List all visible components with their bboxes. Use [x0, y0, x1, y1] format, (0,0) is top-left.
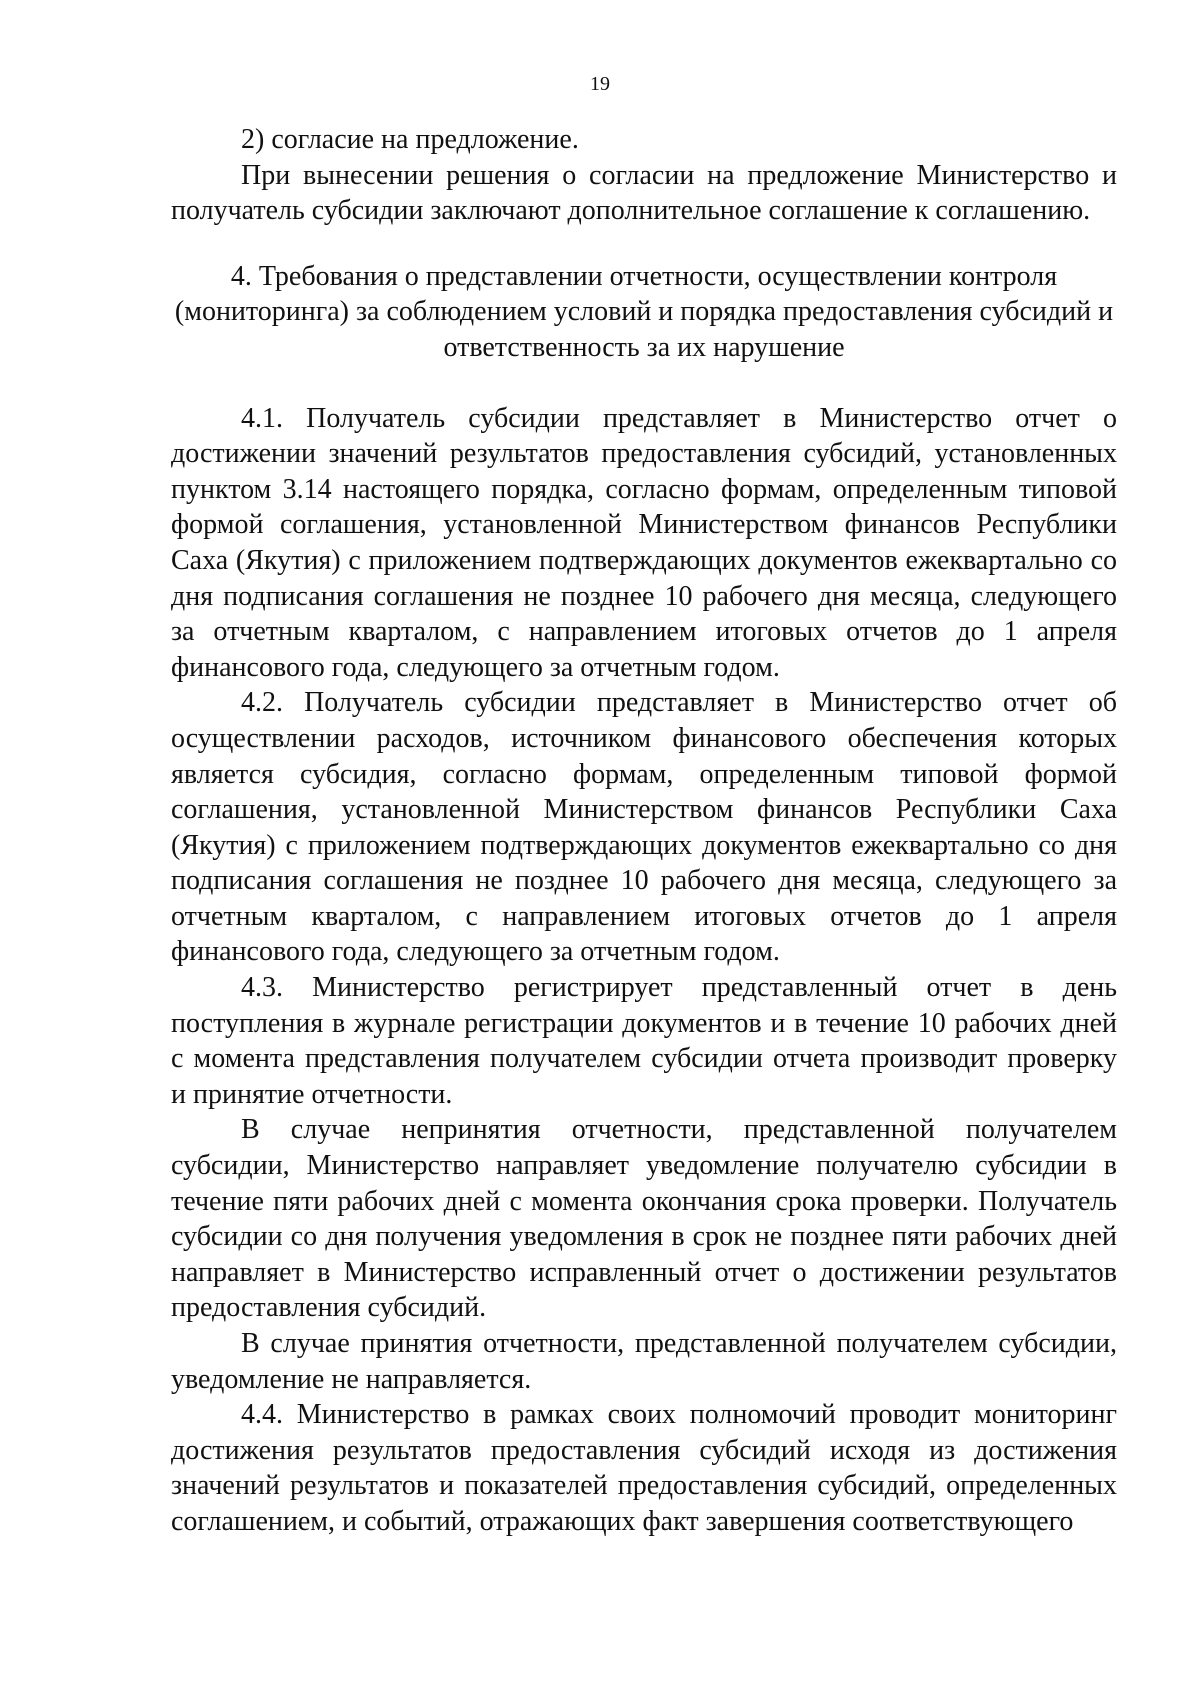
document-body [171, 122, 1117, 1540]
paragraph-4-1: 4.1. Получатель субсидии представляет в Министерство отчет о достижении значений результатов предоставления субсидий, установленных пунктом 3.14 настоящего порядка, согласно формам, определенным типовой формой соглашения, установленной Министерством финансов Республики Саха (Якутия) с приложением подтверждающих документов ежеквартально со дня подписания соглашения не позднее 10 рабочего дня месяца, следующего за отчетным кварталом, с направлением итоговых отчетов до 1 апреля финансового года, следующего за отчетным годом. [171, 402, 1117, 683]
section-heading: 4. Требования о представлении отчетности, осуществлении контроля (мониторинга) за соблюдением условий и порядка предоставления субсидий и ответственность за их нарушение [174, 260, 1114, 363]
paragraph-4-4: 4.4. Министерство в рамках своих полномочий проводит мониторинг достижения результатов предоставления субсидий исходя из достижения значений результатов и показателей предоставления субсидий, определенных соглашением, и событий, отражающих факт завершения соответствующего [171, 1399, 1117, 1537]
paragraph-consent-item: 2) согласие на предложение. [241, 124, 579, 155]
paragraph-4-2: 4.2. Получатель субсидии представляет в Министерство отчет об осуществлении расходов, источником финансового обеспечения которых является субсидия, согласно формам, определенным типовой формой соглашения, установленной Министерством финансов Республики Саха (Якутия) с приложением подтверждающих документов ежеквартально со дня подписания соглашения не позднее 10 рабочего дня месяца, следующего за отчетным кварталом, с направлением итоговых отчетов до 1 апреля финансового года, следующего за отчетным годом. [171, 687, 1117, 968]
paragraph-4-3: 4.3. Министерство регистрирует представленный отчет в день поступления в журнале регистрации документов и в течение 10 рабочих дней с момента представления получателем субсидии отчета производит проверку и принятие отчетности. [171, 972, 1117, 1110]
paragraph-rejection-case: В случае непринятия отчетности, представленной получателем субсидии, Министерство направляет уведомление получателю субсидии в течение пяти рабочих дней с момента окончания срока проверки. Получатель субсидии со дня получения уведомления в срок не позднее пяти рабочих дней направляет в Министерство исправленный отчет о достижении результатов предоставления субсидий. [171, 1114, 1117, 1324]
paragraph-acceptance-case: В случае принятия отчетности, представленной получателем субсидии, уведомление не направляется. [171, 1328, 1117, 1395]
paragraph-additional-agreement: При вынесении решения о согласии на предложение Министерство и получатель субсидии заключают дополнительное соглашение к соглашению. [171, 159, 1117, 227]
page-number: 19 [590, 73, 610, 95]
